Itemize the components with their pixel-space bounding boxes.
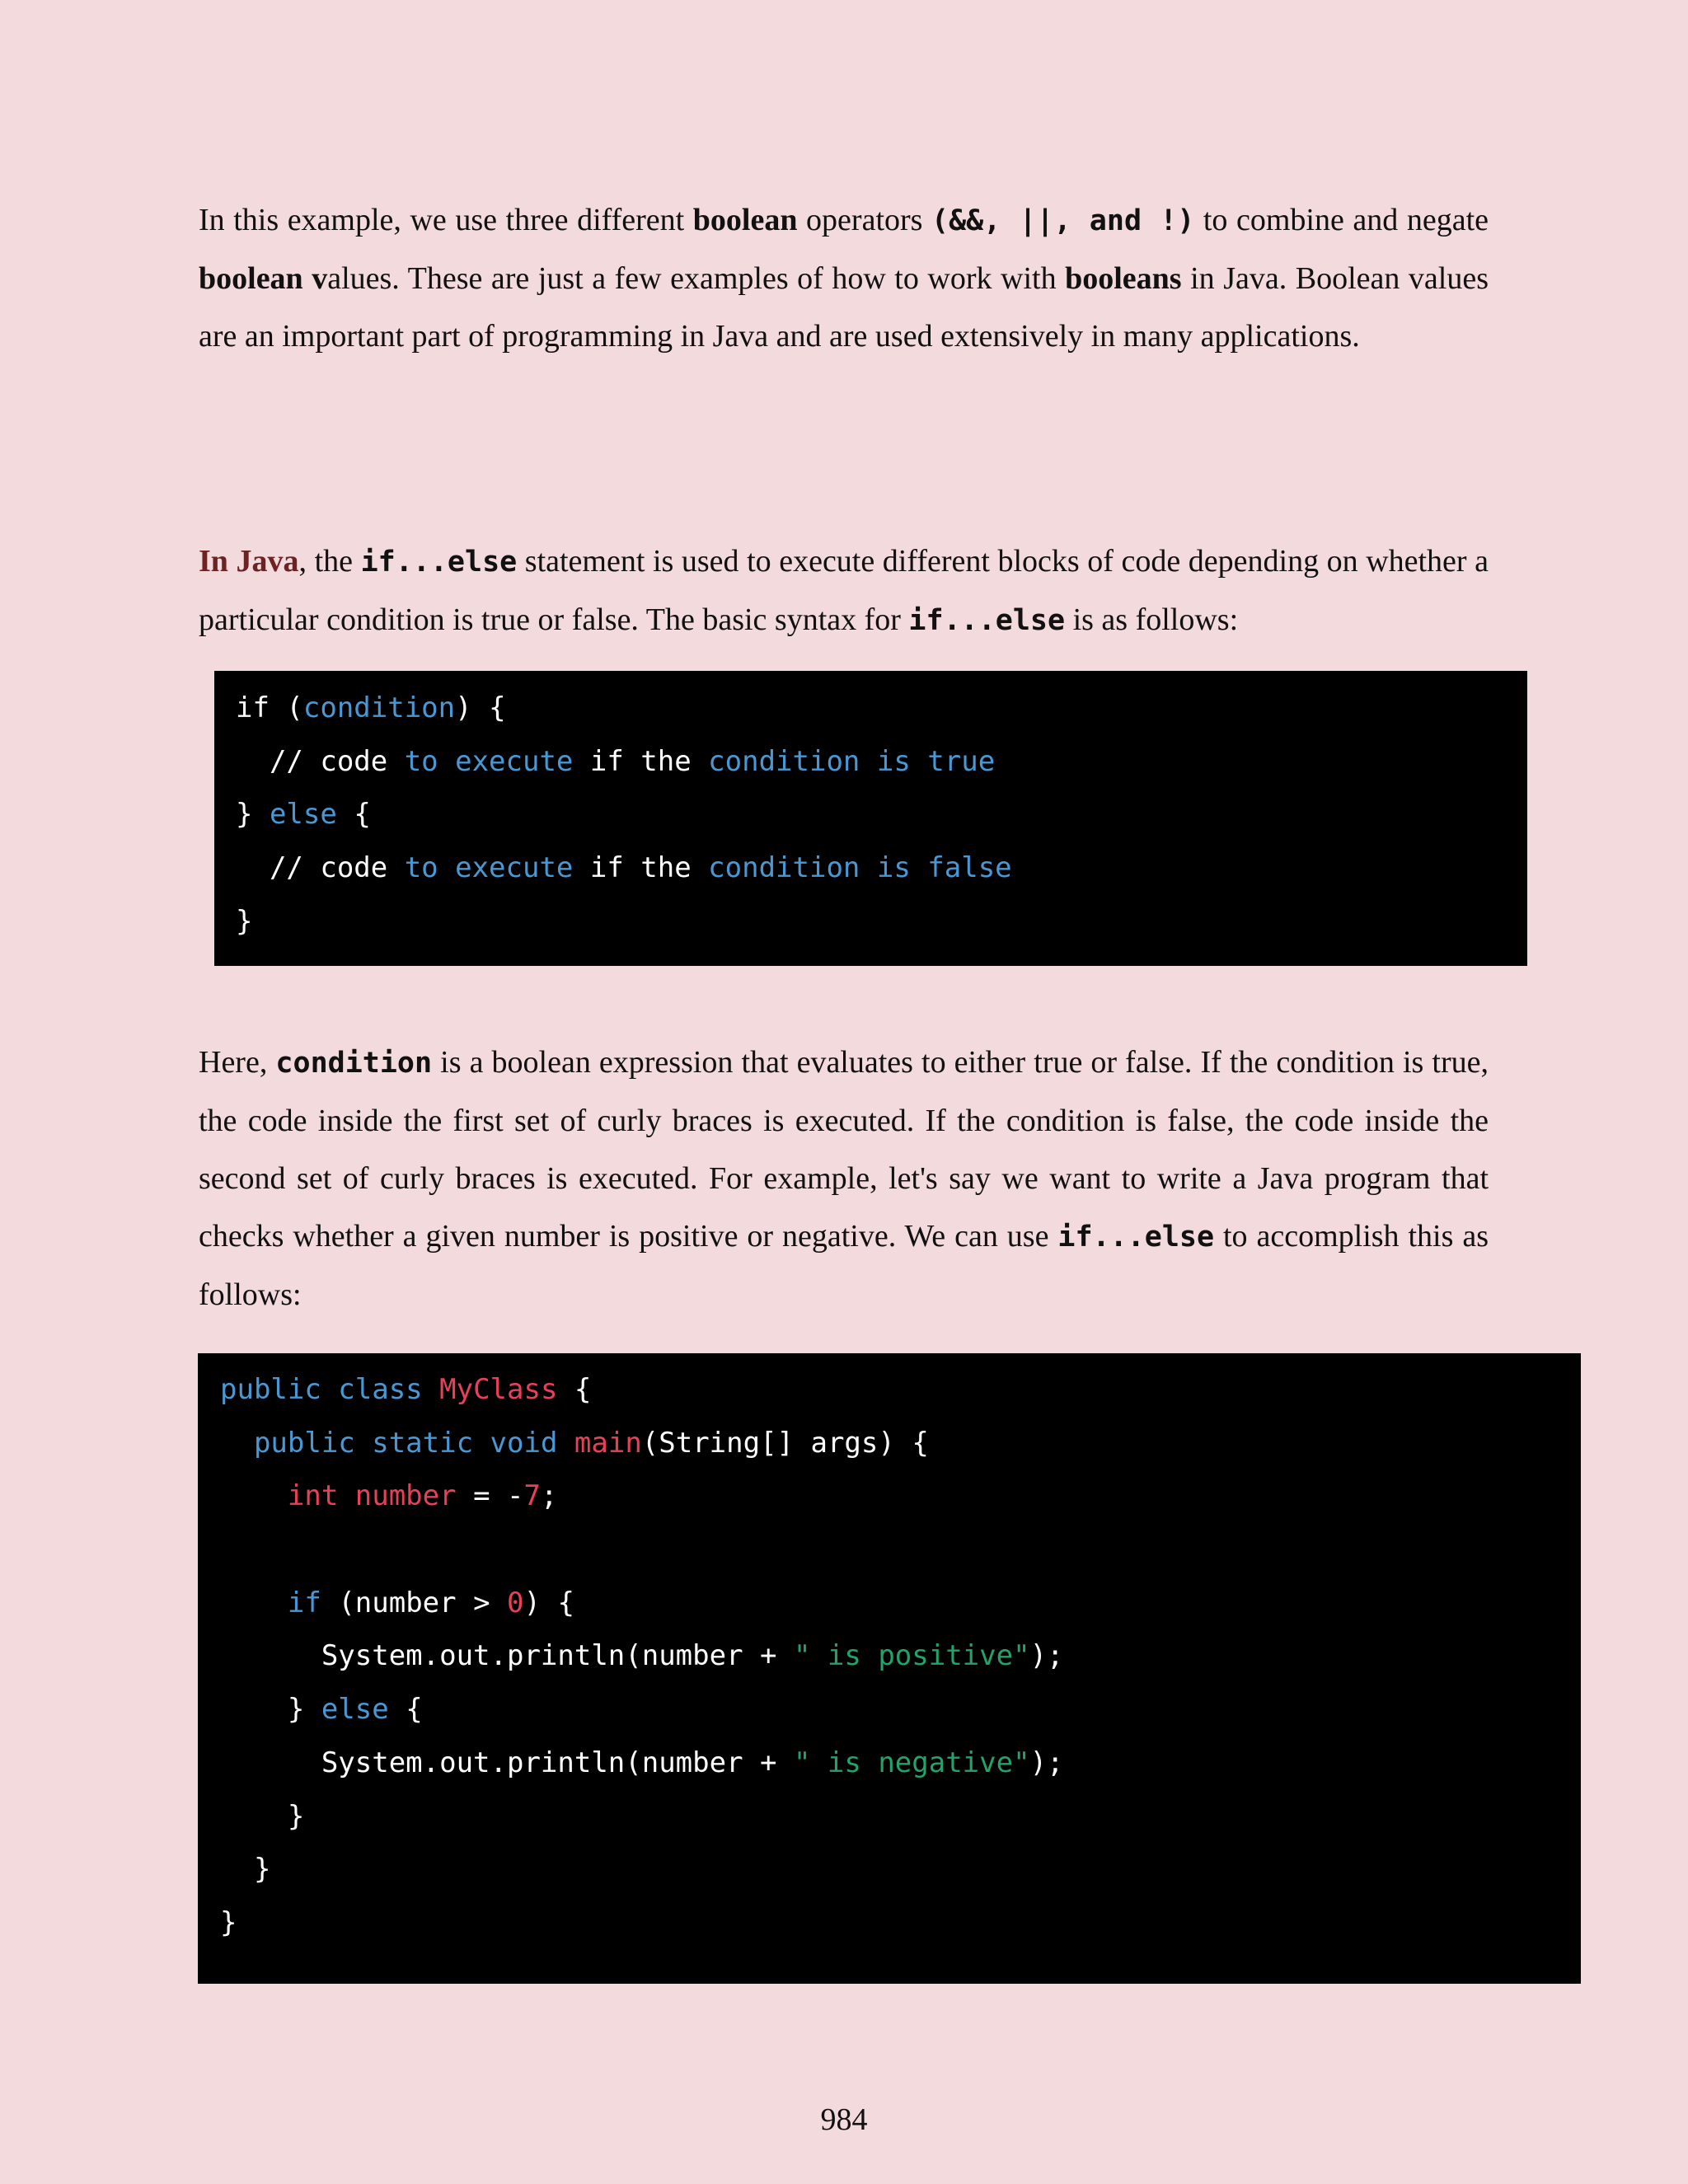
code-line: } <box>220 1905 237 1939</box>
code-line: if (condition) { <box>236 691 506 724</box>
inline-code: if...else <box>360 546 518 579</box>
code-block-syntax <box>214 671 1527 966</box>
inline-code: condition <box>275 1047 433 1080</box>
code-line: System.out.println(number + " is negative"); <box>220 1746 1064 1779</box>
code-line-blank <box>220 1523 1581 1577</box>
code-line: } <box>236 904 253 938</box>
lead-term: In Java <box>199 544 299 579</box>
bold-term: boolean <box>692 203 798 237</box>
page-number: 984 <box>820 2102 868 2137</box>
bold-term: boolean v <box>199 261 328 296</box>
code-line: public class MyClass { <box>220 1373 592 1406</box>
inline-code: if...else <box>1057 1221 1215 1254</box>
code-line: if (number > 0) { <box>287 1586 574 1619</box>
code-line: // code to execute if the condition is false <box>236 851 1012 885</box>
code-line: } <box>220 1799 305 1833</box>
code-line: // code to execute if the condition is true <box>236 744 996 778</box>
code-block-example <box>198 1353 1581 1984</box>
code-line: System.out.println(number + " is positive"); <box>220 1639 1064 1673</box>
inline-code: if...else <box>908 604 1066 637</box>
paragraph-condition-explanation: Here, condition is a boolean expression that evaluates to either true or false. If the condition is true, the code inside the first set of curly braces is executed. If the condition is false, the code inside the second set of curly braces is executed. For example, let's say we want to write a Java program that checks whether a given number is positive or negative. We can use if...else to accomplish this as follows: <box>199 1045 1489 1312</box>
code-line: int number = -7; <box>287 1479 558 1513</box>
bold-term: booleans <box>1065 261 1182 296</box>
inline-code: (&&, ||, and !) <box>931 204 1195 237</box>
code-line: } else { <box>220 1693 423 1727</box>
paragraph-if-else-intro: In Java, the if...else statement is used to execute different blocks of code depending on whether a particular condition is true or false. The basic syntax for if...else is as follows: <box>199 544 1489 637</box>
paragraph-boolean-operators: In this example, we use three different boolean operators (&&, ||, and !) to combine and negate boolean values. These are just a few examples of how to work with booleans in Java. Boolean values are an important part of programming in Java and are used extensively in many applications. <box>199 203 1489 354</box>
code-line: } <box>220 1853 271 1886</box>
code-line: public static void main(String[] args) { <box>253 1426 929 1460</box>
code-line: } else { <box>236 798 371 832</box>
